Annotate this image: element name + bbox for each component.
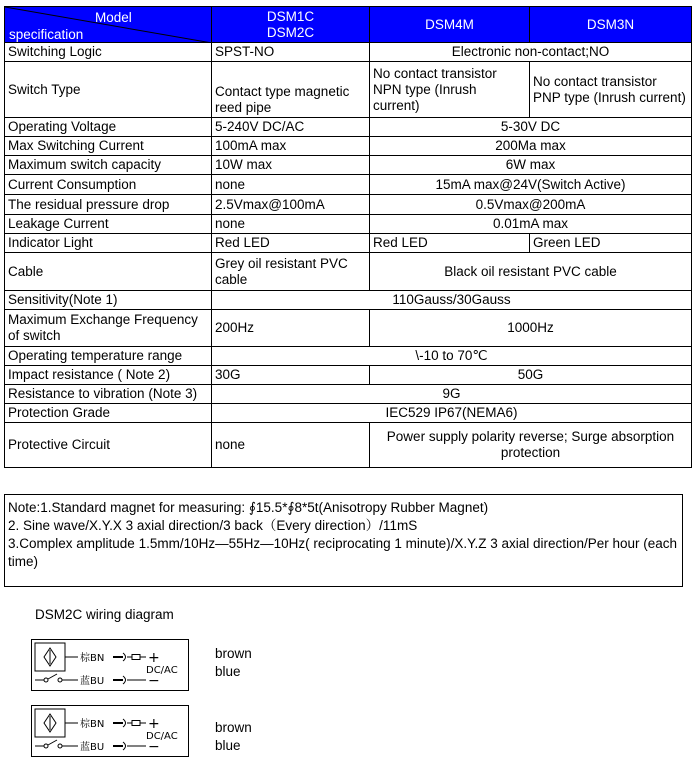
cell-value: 5-30V DC [370, 118, 692, 137]
bu-wire-label: 蓝BU [80, 676, 105, 687]
notes-box [4, 494, 683, 587]
wiring-schematic-1 [30, 638, 190, 692]
note-3: 3.Complex amplitude 1.5mm/10Hz—55Hz—10Hz( reciprocating 1 minute)/X.Y.Z 3 axial direction/Per hour (each time) [8, 536, 678, 569]
cell-value: 0.5Vmax@200mA [370, 195, 692, 215]
cell-value: No contact transistor PNP type (Inrush current) [530, 62, 692, 118]
minus-terminal: − [148, 739, 160, 755]
row-label: Protective Circuit [5, 423, 212, 468]
row-label: Indicator Light [5, 234, 212, 253]
cell-value: 5-240V DC/AC [212, 118, 370, 137]
row-label: Maximum switch capacity [5, 156, 212, 175]
row-label: The residual pressure drop [5, 195, 212, 215]
cell-value: Green LED [530, 234, 692, 253]
row-label: Sensitivity(Note 1) [5, 291, 212, 310]
row-label: Impact resistance ( Note 2) [5, 366, 212, 385]
cell-value: Black oil resistant PVC cable [370, 253, 692, 291]
table-row [5, 404, 692, 423]
row-label: Cable [5, 253, 212, 291]
cell-value: 0.01mA max [370, 215, 692, 234]
cell-value: 10W max [212, 156, 370, 175]
table-row [5, 423, 692, 468]
cell-value: SPST-NO [212, 43, 370, 62]
header-col-dsm3n: DSM3N [530, 7, 692, 43]
row-label: Protection Grade [5, 404, 212, 423]
cell-value: \-10 to 70℃ [212, 347, 692, 366]
header-model-label: Model [95, 10, 132, 25]
bu-wire-label: 蓝BU [80, 742, 105, 753]
cell-value: 15mA max@24V(Switch Active) [370, 175, 692, 195]
plus-terminal: + [148, 650, 160, 666]
cell-value: none [212, 215, 370, 234]
wire-color-blue: blue [215, 664, 241, 679]
header-col-dsm4m: DSM4M [370, 7, 530, 43]
table-row [5, 62, 692, 118]
row-label: Switch Type [5, 62, 212, 118]
row-label: Maximum Exchange Frequency of switch [5, 310, 212, 347]
wiring-diagram-1 [30, 638, 190, 692]
header-corner-cell [5, 7, 212, 43]
cell-value: 110Gauss/30Gauss [212, 291, 692, 310]
table-row [5, 385, 692, 404]
table-row [5, 195, 692, 215]
table-row [5, 118, 692, 137]
bn-wire-label: 棕BN [80, 719, 105, 730]
note-2: 2. Sine wave/X.Y.X 3 axial direction/3 back（Every direction）/11mS [8, 518, 418, 533]
cell-value: 1000Hz [370, 310, 692, 347]
row-label: Operating temperature range [5, 347, 212, 366]
cell-value: 100mA max [212, 137, 370, 156]
cell-value: Red LED [212, 234, 370, 253]
table-row [5, 156, 692, 175]
table-row [5, 291, 692, 310]
cell-value: 200Ma max [370, 137, 692, 156]
table-row [5, 175, 692, 195]
table-row [5, 310, 692, 347]
minus-terminal: − [148, 673, 160, 689]
plus-terminal: + [148, 716, 160, 732]
cell-value: 50G [370, 366, 692, 385]
header-row [5, 7, 692, 43]
cell-value: Grey oil resistant PVC cable [212, 253, 370, 291]
header-col1-line2: DSM2C [266, 24, 315, 40]
cell-value: 30G [212, 366, 370, 385]
wiring-diagram-2 [30, 704, 190, 758]
cell-value: Red LED [370, 234, 530, 253]
cell-value: IEC529 IP67(NEMA6) [212, 404, 692, 423]
cell-value: none [212, 175, 370, 195]
specification-table [4, 6, 692, 468]
cell-value: No contact transistor NPN type (Inrush current) [370, 62, 530, 118]
row-label: Switching Logic [5, 43, 212, 62]
wiring-schematic-2 [30, 704, 190, 758]
cell-value: 6W max [370, 156, 692, 175]
row-label: Operating Voltage [5, 118, 212, 137]
wiring-diagram-title: DSM2C wiring diagram [35, 607, 174, 622]
cell-value: 200Hz [212, 310, 370, 347]
table-row [5, 43, 692, 62]
bn-wire-label: 棕BN [80, 653, 105, 664]
note-1: Note:1.Standard magnet for measuring: ∮15.5*∮8*5t(Anisotropy Rubber Magnet) [8, 500, 489, 515]
header-spec-label: specification [9, 27, 84, 42]
wire-color-blue: blue [215, 738, 241, 753]
supply-label: DC/AC [146, 665, 178, 676]
table-row [5, 347, 692, 366]
wire-color-brown: brown [215, 720, 252, 735]
row-label: Resistance to vibration (Note 3) [5, 385, 212, 404]
wire-color-brown: brown [215, 646, 252, 661]
cell-value: none [212, 423, 370, 468]
row-label: Max Switching Current [5, 137, 212, 156]
table-row [5, 253, 692, 291]
cell-value: Power supply polarity reverse; Surge absorption protection [370, 423, 692, 468]
table-row [5, 234, 692, 253]
row-label: Current Consumption [5, 175, 212, 195]
cell-value: Electronic non-contact;NO [370, 43, 692, 62]
cell-value: Contact type magnetic reed pipe [212, 62, 370, 118]
supply-label: DC/AC [146, 731, 178, 742]
header-col1-line1: DSM1C [266, 8, 315, 24]
cell-value: 2.5Vmax@100mA [212, 195, 370, 215]
table-row [5, 137, 692, 156]
header-col-dsm1c-dsm2c [212, 7, 370, 43]
row-label: Leakage Current [5, 215, 212, 234]
table-row [5, 366, 692, 385]
table-row [5, 215, 692, 234]
cell-value: 9G [212, 385, 692, 404]
